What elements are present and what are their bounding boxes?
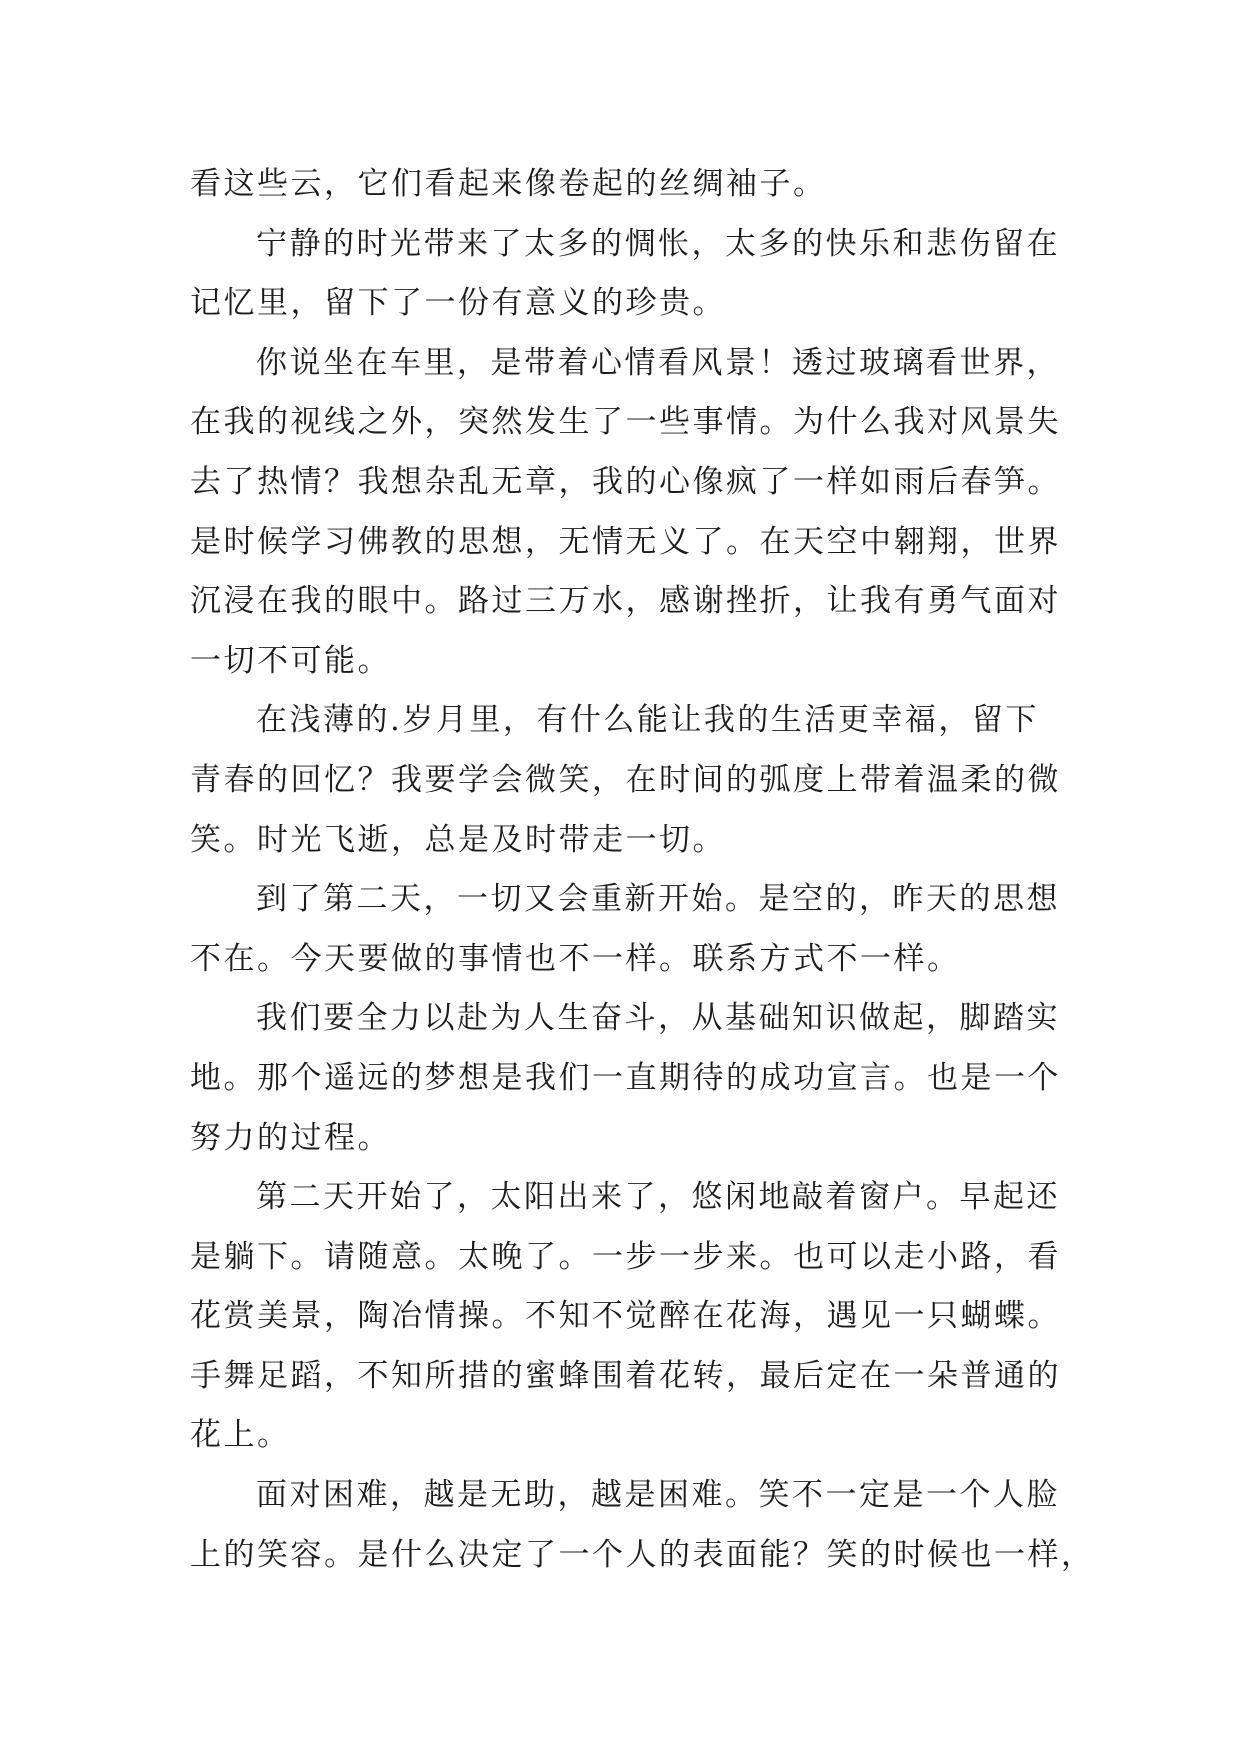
document-body <box>190 155 1095 1585</box>
text-line: 看这些云，它们看起来像卷起的丝绸袖子。 <box>190 166 827 202</box>
text-line: 地。那个遥远的梦想是我们一直期待的成功宣言。也是一个 <box>190 1059 1061 1096</box>
text-line: 不在。今天要做的事情也不一样。联系方式不一样。 <box>190 940 961 977</box>
text-line: 是时候学习佛教的思想，无情无义了。在天空中翱翔，世界 <box>190 523 1061 560</box>
text-line: 在浅薄的.岁月里，有什么能让我的生活更幸福，留下 <box>256 702 1039 739</box>
text-line: 面对困难，越是无助，越是困难。笑不一定是一个人脸 <box>256 1477 1060 1514</box>
text-line: 青春的回忆？我要学会微笑，在时间的弧度上带着温柔的微 <box>190 761 1061 798</box>
text-line: 努力的过程。 <box>190 1119 391 1156</box>
text-line: 我们要全力以赴为人生奋斗，从基础知识做起，脚踏实 <box>256 1000 1060 1037</box>
text-line: 记忆里，留下了一份有意义的珍贵。 <box>190 285 726 322</box>
text-line: 沉浸在我的眼中。路过三万水，感谢挫折，让我有勇气面对 <box>190 583 1061 620</box>
text-line: 在我的视线之外，突然发生了一些事情。为什么我对风景失 <box>190 404 1061 441</box>
text-line: 第二天开始了，太阳出来了，悠闲地敲着窗户。早起还 <box>256 1179 1060 1216</box>
text-line: 是躺下。请随意。太晚了。一步一步来。也可以走小路，看 <box>190 1238 1061 1275</box>
text-line: 手舞足蹈，不知所措的蜜蜂围着花转，最后定在一朵普通的 <box>190 1357 1061 1394</box>
text-line: 花上。 <box>190 1417 291 1454</box>
text-line: 你说坐在车里，是带着心情看风景！透过玻璃看世界， <box>256 344 1060 381</box>
text-line: 到了第二天，一切又会重新开始。是空的，昨天的思想 <box>256 881 1060 918</box>
text-line: 上的笑容。是什么决定了一个人的表面能？笑的时候也一样， <box>190 1536 1095 1573</box>
text-line: 去了热情？我想杂乱无章，我的心像疯了一样如雨后春笋。 <box>190 463 1061 500</box>
text-line: 宁静的时光带来了太多的惆怅，太多的快乐和悲伤留在 <box>256 225 1060 262</box>
text-line: 花赏美景，陶冶情操。不知不觉醉在花海，遇见一只蝴蝶。 <box>190 1298 1061 1335</box>
text-line: 笑。时光飞逝，总是及时带走一切。 <box>190 821 726 858</box>
text-line: 一切不可能。 <box>190 642 391 679</box>
